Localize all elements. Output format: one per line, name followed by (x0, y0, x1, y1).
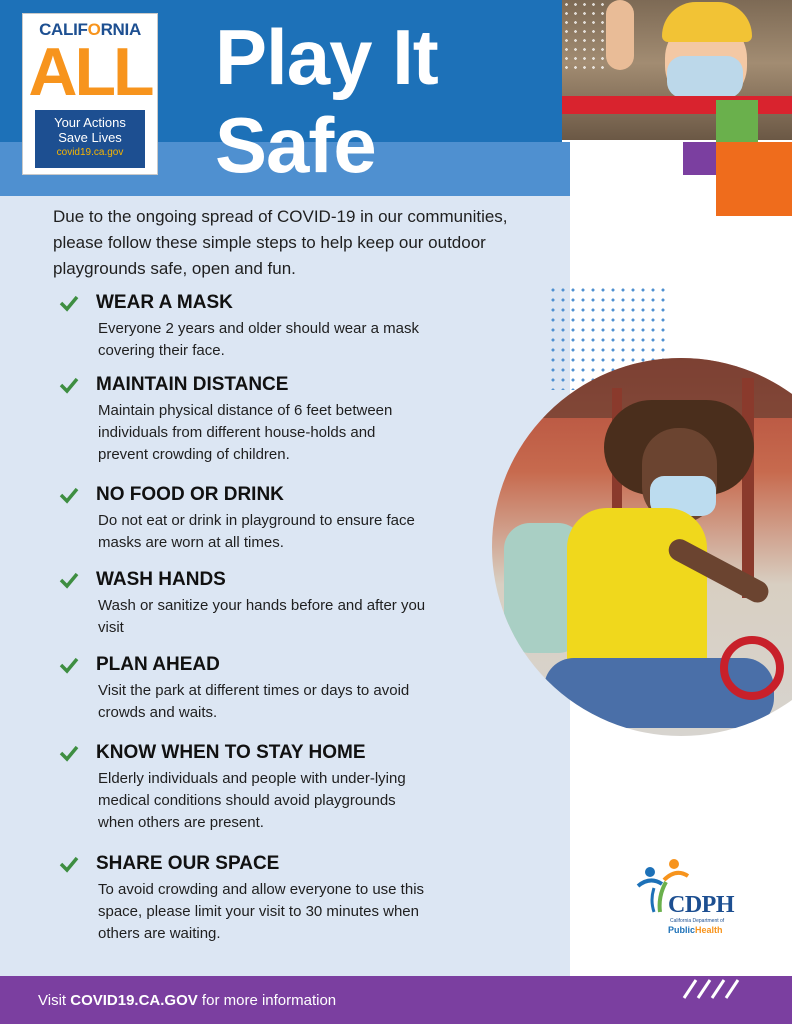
check-icon (58, 654, 80, 676)
california-all-logo (22, 13, 158, 175)
item-title: MAINTAIN DISTANCE (96, 374, 289, 395)
photo-mask-shape (667, 56, 743, 98)
title-line1: Play It (215, 13, 438, 101)
cdph-public-health: PublicHealth (668, 925, 723, 935)
check-icon (58, 292, 80, 314)
cdph-initials: CDPH (668, 892, 734, 918)
item-description: Do not eat or drink in playground to ensure face masks are worn at all times. (98, 512, 415, 551)
footer-text: Visit COVID19.CA.GOV for more information (38, 992, 337, 1009)
item-description: Wash or sanitize your hands before and after you visit (98, 597, 426, 636)
photo-handlebar-shape (720, 636, 784, 700)
logo-tagline-line1: Your Actions (54, 115, 126, 130)
cdph-subtitle: California Department of (670, 918, 725, 924)
item-title: NO FOOD OR DRINK (96, 484, 284, 505)
logo-all-text: ALL (28, 34, 152, 110)
logo-california-text: CALIFORNIA (39, 20, 141, 39)
item-title: SHARE OUR SPACE (96, 853, 280, 874)
content-panel (0, 196, 570, 976)
page-title (215, 13, 438, 189)
intro-paragraph: Due to the ongoing spread of COVID-19 in our communities, please follow these simple steps to help keep our outdoor playgrounds safe, open and fun. (53, 207, 508, 278)
check-icon (58, 742, 80, 764)
photo-hat-shape (662, 2, 752, 42)
photo-arm-shape (606, 0, 634, 70)
decor-square-green (716, 100, 758, 142)
cdph-logo (636, 858, 746, 938)
item-description: Elderly individuals and people with under-lying medical conditions should avoid playgrounds when others are present. (98, 770, 406, 831)
photo-post-shape (742, 378, 754, 598)
item-description: Maintain physical distance of 6 feet between individuals from different house-holds and prevent crowding of children. (98, 402, 393, 463)
logo-tagline-line2: Save Lives (58, 130, 122, 145)
item-title: PLAN AHEAD (96, 654, 220, 675)
logo-tagline-box (35, 110, 145, 168)
title-line2: Safe (215, 101, 376, 189)
footer-url-link[interactable]: COVID19.CA.GOV (70, 992, 198, 1009)
item-description: To avoid crowding and allow everyone to use this space, please limit your visit to 30 minutes when others are waiting. (98, 881, 425, 942)
check-icon (58, 374, 80, 396)
item-description: Visit the park at different times or days to avoid crowds and waits. (98, 682, 410, 721)
item-title: WASH HANDS (96, 569, 226, 590)
decor-square-orange (716, 142, 792, 216)
footer-bar (0, 976, 792, 1024)
check-icon (58, 484, 80, 506)
check-icon (58, 569, 80, 591)
decor-square-purple (683, 142, 716, 175)
dot-pattern-top (562, 0, 610, 70)
logo-url: covid19.ca.gov (56, 147, 124, 158)
slash-decoration-icon (678, 976, 748, 1002)
item-title: KNOW WHEN TO STAY HOME (96, 742, 366, 763)
item-title: WEAR A MASK (96, 292, 233, 313)
check-icon (58, 853, 80, 875)
item-description: Everyone 2 years and older should wear a mask covering their face. (98, 320, 420, 359)
